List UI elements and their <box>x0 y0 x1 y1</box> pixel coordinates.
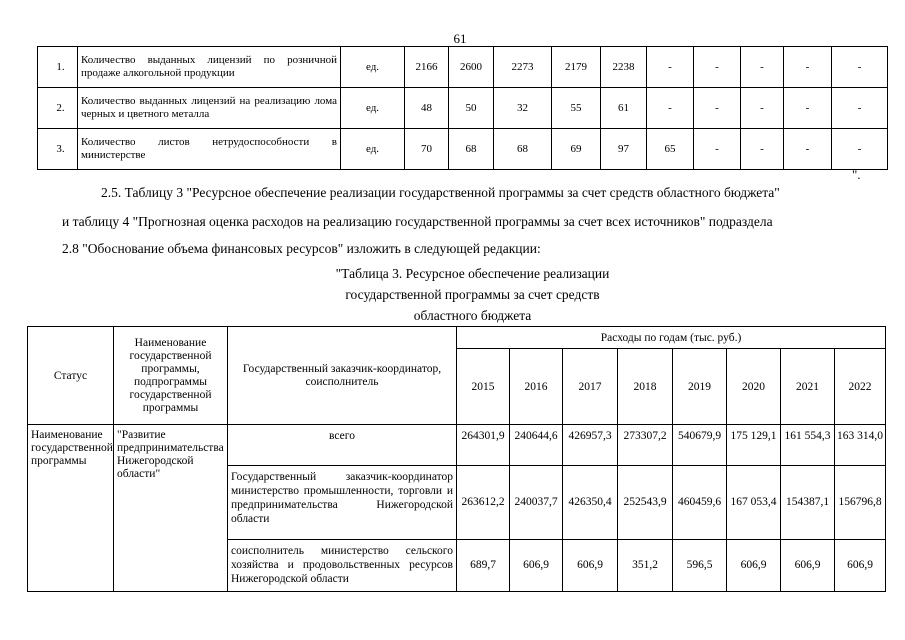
paragraph-line-1: 2.5. Таблицу 3 "Ресурсное обеспечение реализации государственной программы за счет средств областного бюджета" <box>101 185 780 200</box>
header-customer: Государственный заказчик-координатор, соисполнитель <box>228 327 457 425</box>
amount-cell: 606,9 <box>781 540 835 592</box>
header-program-name: Наименование государственной программы, подпрограммы государственной программы <box>114 327 228 425</box>
row-number: 2. <box>38 88 78 129</box>
unit: ед. <box>341 129 405 170</box>
value-cell: - <box>832 47 888 88</box>
value-cell: - <box>694 129 741 170</box>
value-cell: 2273 <box>494 47 552 88</box>
unit: ед. <box>341 88 405 129</box>
value-cell: 68 <box>494 129 552 170</box>
year-header: 2016 <box>510 349 563 425</box>
indicator-name: Количество выданных лицензий по розничной продаже алкогольной продукции <box>78 47 341 88</box>
table-row <box>38 47 888 88</box>
resource-table <box>27 326 886 592</box>
amount-cell: 540679,9 <box>673 425 727 466</box>
amount-cell: 163 314,0 <box>835 425 886 466</box>
row-label: соисполнитель министерство сельского хозяйства и продовольственных ресурсов Нижегородской области <box>228 540 457 592</box>
year-header: 2015 <box>457 349 510 425</box>
table-row <box>38 88 888 129</box>
amount-cell: 273307,2 <box>618 425 673 466</box>
amount-cell: 606,9 <box>835 540 886 592</box>
amount-cell: 167 053,4 <box>727 466 781 540</box>
value-cell: 70 <box>405 129 449 170</box>
amount-cell: 240037,7 <box>510 466 563 540</box>
amount-cell: 263612,2 <box>457 466 510 540</box>
value-cell: - <box>647 88 694 129</box>
table-row <box>28 425 886 466</box>
year-header: 2022 <box>835 349 886 425</box>
amount-cell: 426350,4 <box>563 466 618 540</box>
value-cell: 97 <box>601 129 647 170</box>
value-cell: 2238 <box>601 47 647 88</box>
paragraph-line-3: 2.8 "Обоснование объема финансовых ресурсов" изложить в следующей редакции: <box>62 241 541 256</box>
value-cell: 65 <box>647 129 694 170</box>
amount-cell: 426957,3 <box>563 425 618 466</box>
value-cell: - <box>694 47 741 88</box>
value-cell: 50 <box>449 88 494 129</box>
value-cell: - <box>741 47 784 88</box>
value-cell: - <box>832 88 888 129</box>
value-cell: 55 <box>552 88 601 129</box>
amount-cell: 240644,6 <box>510 425 563 466</box>
amount-cell: 351,2 <box>618 540 673 592</box>
amount-cell: 606,9 <box>510 540 563 592</box>
indicator-name: Количество выданных лицензий на реализацию лома черных и цветного металла <box>78 88 341 129</box>
amount-cell: 252543,9 <box>618 466 673 540</box>
header-status: Статус <box>28 327 114 425</box>
program-cell: "Развитие предпринимательства Нижегородской области" <box>114 425 228 592</box>
value-cell: - <box>832 129 888 170</box>
indicator-name: Количество листов нетрудоспособности в министерстве <box>78 129 341 170</box>
year-header: 2020 <box>727 349 781 425</box>
amount-cell: 460459,6 <box>673 466 727 540</box>
header-expenses-by-year: Расходы по годам (тыс. руб.) <box>457 327 886 349</box>
year-header: 2021 <box>781 349 835 425</box>
value-cell: - <box>647 47 694 88</box>
table-title-line-1: "Таблица 3. Ресурсное обеспечение реализации <box>335 266 610 281</box>
value-cell: - <box>694 88 741 129</box>
value-cell: 2179 <box>552 47 601 88</box>
value-cell: - <box>784 129 832 170</box>
table-title-line-2: государственной программы за счет средств <box>345 287 600 302</box>
closing-quote: ". <box>852 167 861 182</box>
amount-cell: 175 129,1 <box>727 425 781 466</box>
value-cell: - <box>784 47 832 88</box>
indicators-table <box>37 46 888 170</box>
amount-cell: 596,5 <box>673 540 727 592</box>
amount-cell: 156796,8 <box>835 466 886 540</box>
value-cell: 48 <box>405 88 449 129</box>
value-cell: 2166 <box>405 47 449 88</box>
row-number: 1. <box>38 47 78 88</box>
year-header: 2017 <box>563 349 618 425</box>
page-number: 61 <box>453 31 467 46</box>
amount-cell: 264301,9 <box>457 425 510 466</box>
paragraph-line-2: и таблицу 4 "Прогнозная оценка расходов на реализацию государственной программы за счет всех источников" подраздела <box>62 214 773 229</box>
row-label: всего <box>228 425 457 466</box>
value-cell: - <box>741 88 784 129</box>
amount-cell: 606,9 <box>563 540 618 592</box>
value-cell: 69 <box>552 129 601 170</box>
unit: ед. <box>341 47 405 88</box>
row-number: 3. <box>38 129 78 170</box>
value-cell: 61 <box>601 88 647 129</box>
table-row <box>38 129 888 170</box>
value-cell: 68 <box>449 129 494 170</box>
value-cell: - <box>741 129 784 170</box>
row-label: Государственный заказчик-координатор министерство промышленности, торговли и предпринимательства Нижегородской области <box>228 466 457 540</box>
amount-cell: 154387,1 <box>781 466 835 540</box>
status-cell: Наименование государственной программы <box>28 425 114 592</box>
value-cell: - <box>784 88 832 129</box>
amount-cell: 606,9 <box>727 540 781 592</box>
value-cell: 2600 <box>449 47 494 88</box>
value-cell: 32 <box>494 88 552 129</box>
year-header: 2018 <box>618 349 673 425</box>
amount-cell: 689,7 <box>457 540 510 592</box>
table-title-line-3: областного бюджета <box>413 308 532 323</box>
amount-cell: 161 554,3 <box>781 425 835 466</box>
year-header: 2019 <box>673 349 727 425</box>
